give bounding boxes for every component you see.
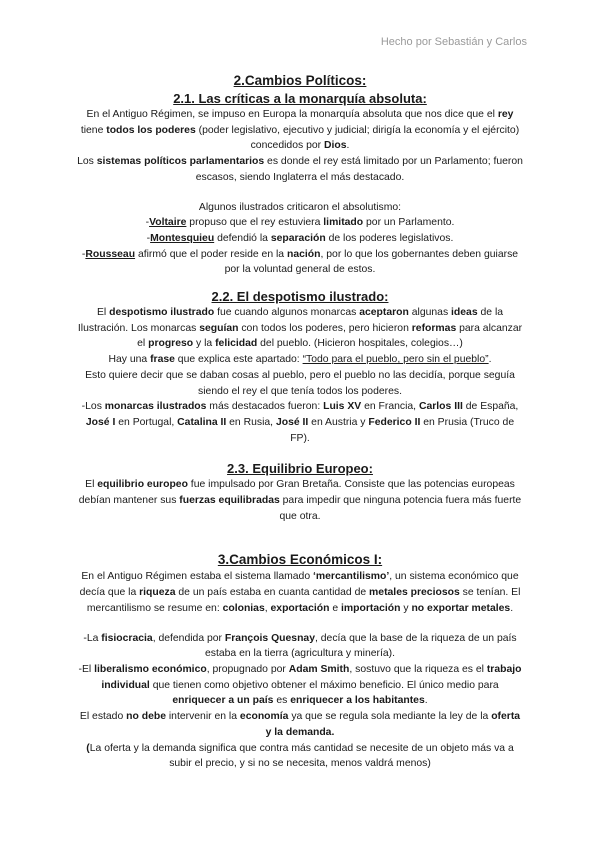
paragraph-ilustrados-intro: Algunos ilustrados criticaron el absolutismo: [198,201,402,213]
paragraph-equilibrio: El equilibrio europeo fue impulsado por Gran Bretaña. Consiste que las potencias europeas debían mantener sus fuerzas equilibradas para impedir que ninguna potencia fuera más fuerte que otra. [78,479,522,522]
paragraph-oferta-demanda: (La oferta y la demanda significa que contra más cantidad se necesite de un objeto más va a subir el precio, y si no se necesita, menos valdrá menos) [86,742,514,770]
author-note: Hecho por Sebastián y Carlos [380,36,527,48]
paragraph-mercantilismo: En el Antiguo Régimen estaba el sistema llamado ‘mercantilismo’, un sistema económico que decía que la riqueza de un país estaba en cuanta cantidad de metales preciosos se tenían. El mercantilismo se resume en: colonias, exportación e importación y no exportar metales. [79,571,521,614]
subsection-title-equilibrio: 2.3. Equilibrio Europeo: [227,461,373,477]
section-title-cambios-politicos: 2.Cambios Políticos: [233,73,367,88]
paragraph-sistemas-parlamentarios: Los sistemas políticos parlamentarios es donde el rey está limitado por un Parlamento; fueron escasos, siendo Inglaterra el más destacado. [77,156,523,183]
paragraph-fisiocracia: -La fisiocracia, defendida por François Quesnay, decía que la base de la riqueza de un país estaba en la tierra (agricultura y minería). [83,632,517,660]
paragraph-monarquia-absoluta: En el Antiguo Régimen, se impuso en Europa la monarquía absoluta que nos dice que el rey tiene todos los poderes (poder legislativo, ejecutivo y judicial; dirigía la economía y el ejército) concedidos por Dios. [80,109,520,152]
subsection-title-despotismo: 2.2. El despotismo ilustrado: [211,289,389,305]
list-item-montesquieu: -Montesquieu defendió la separación de los poderes legislativos. [146,232,454,244]
document-body [76,72,524,772]
paragraph-estado: El estado no debe intervenir en la economía ya que se regula sola mediante la ley de la oferta y la demanda. [79,711,521,738]
list-item-rousseau: -Rousseau afirmó que el poder reside en la nación, por lo que los gobernantes deben guiarse por la voluntad general de estos. [81,248,519,276]
paragraph-monarcas-ilustrados: -Los monarcas ilustrados más destacados fueron: Luis XV en Francia, Carlos III de España, José I en Portugal, Catalina II en Rusia, José II en Austria y Federico II en Prusia (Truco de FP). [81,401,519,444]
subsection-title-criticas: 2.1. Las críticas a la monarquía absoluta: [173,91,427,106]
section-title-cambios-economicos: 3.Cambios Económicos I: [217,552,383,568]
paragraph-despotismo: El despotismo ilustrado fue cuando algunos monarcas aceptaron algunas ideas de la Ilustración. Los monarcas seguían con todos los poderes, pero hicieron reformas para alcanzar el progreso y la felicidad del pueblo. (Hicieron hospitales, colegios…) [77,307,523,350]
list-item-voltaire: -Voltaire propuso que el rey estuviera limitado por un Parlamento. [145,217,455,229]
paragraph-liberalismo: -El liberalismo económico, propugnado por Adam Smith, sostuvo que la riqueza es el trabajo individual que tienen como objetivo obtener el máximo beneficio. El único medio para enriquecer a un país es enriquecer a los habitantes. [78,663,522,707]
paragraph-explicacion: Esto quiere decir que se daban cosas al pueblo, pero el pueblo no las decidía, porque seguía siendo el rey el que tenía todos los poderes. [85,369,515,397]
paragraph-frase: Hay una frase que explica este apartado: “Todo para el pueblo, pero sin el pueblo”. [108,354,492,366]
